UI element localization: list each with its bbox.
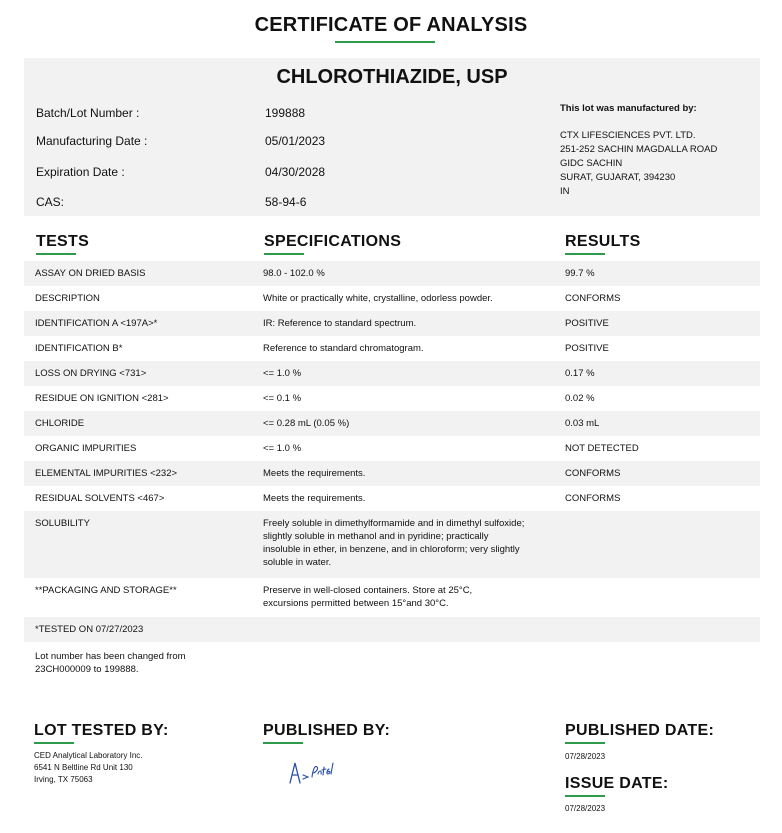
laboratory-address xyxy=(34,750,143,786)
results-header-underline xyxy=(565,253,605,255)
lot-change-note xyxy=(35,650,186,676)
test-result: 0.17 % xyxy=(565,368,595,379)
specification-line: insoluble in ether, in benzene, and in chloroform; very slightly xyxy=(263,544,520,555)
test-specification: Meets the requirements. xyxy=(263,493,366,504)
test-specification: <= 0.1 % xyxy=(263,393,302,404)
test-name: ASSAY ON DRIED BASIS xyxy=(35,268,146,279)
test-result: POSITIVE xyxy=(565,343,609,354)
manufacturer-heading: This lot was manufactured by: xyxy=(560,103,697,114)
test-specification: Meets the requirements. xyxy=(263,468,366,479)
specification-line: excursions permitted between 15°and 30°C. xyxy=(263,598,449,609)
issue-date-heading: ISSUE DATE: xyxy=(565,775,669,792)
specification-line: Preserve in well-closed containers. Store at 25°C, xyxy=(263,585,473,596)
tests-column-header: TESTS xyxy=(36,233,90,250)
table-row xyxy=(24,511,760,578)
specifications-header-underline xyxy=(264,253,304,255)
test-specification: 98.0 - 102.0 % xyxy=(263,268,325,279)
manufacturer-line: CTX LIFESCIENCES PVT. LTD. xyxy=(560,130,696,141)
test-name: IDENTIFICATION A <197A>* xyxy=(35,318,158,329)
lot-tested-by-underline xyxy=(34,742,74,744)
test-result: CONFORMS xyxy=(565,293,621,304)
test-result: 99.7 % xyxy=(565,268,595,279)
expiration-date-label: Expiration Date : xyxy=(36,165,125,179)
lot-change-line: Lot number has been changed from xyxy=(35,651,186,662)
table-row xyxy=(24,578,760,617)
laboratory-address-line: 6541 N Beltline Rd Unit 130 xyxy=(34,763,133,772)
test-name: CHLORIDE xyxy=(35,418,85,429)
table-row xyxy=(24,386,760,411)
tested-on-row xyxy=(24,617,760,642)
published-by-underline xyxy=(263,742,303,744)
test-name: LOSS ON DRYING <731> xyxy=(35,368,147,379)
manufacturer-line: 251-252 SACHIN MAGDALLA ROAD xyxy=(560,144,718,155)
published-date-heading: PUBLISHED DATE: xyxy=(565,722,715,739)
table-row xyxy=(24,411,760,436)
laboratory-address-line: Irving, TX 75063 xyxy=(34,775,93,784)
batch-lot-value: 199888 xyxy=(265,106,306,120)
test-result: 0.03 mL xyxy=(565,418,600,429)
signature-image xyxy=(286,755,346,787)
specification-line: soluble in water. xyxy=(263,557,332,568)
published-date-value: 07/28/2023 xyxy=(565,752,606,761)
specification-line: Freely soluble in dimethylformamide and in dimethyl sulfoxide; xyxy=(263,518,525,529)
table-row xyxy=(24,261,760,286)
lot-change-line: 23CH000009 to 199888. xyxy=(35,664,139,675)
published-by-heading: PUBLISHED BY: xyxy=(263,722,391,739)
expiration-date-value: 04/30/2028 xyxy=(265,165,326,179)
test-result: POSITIVE xyxy=(565,318,609,329)
specification-line: slightly soluble in methanol and in pyridine; practically xyxy=(263,531,489,542)
manufacturing-date-value: 05/01/2023 xyxy=(265,134,326,148)
tested-on-note: *TESTED ON 07/27/2023 xyxy=(35,624,144,635)
results-column-header: RESULTS xyxy=(565,233,641,250)
table-row xyxy=(24,486,760,511)
issue-date-underline xyxy=(565,795,605,797)
title-underline xyxy=(335,41,435,43)
tests-header-underline xyxy=(36,253,76,255)
table-row xyxy=(24,336,760,361)
issue-date-value: 07/28/2023 xyxy=(565,804,606,813)
specifications-column-header: SPECIFICATIONS xyxy=(264,233,402,250)
test-specification: IR: Reference to standard spectrum. xyxy=(263,318,417,329)
test-name: ELEMENTAL IMPURITIES <232> xyxy=(35,468,178,479)
test-specification: <= 1.0 % xyxy=(263,368,302,379)
test-name: ORGANIC IMPURITIES xyxy=(35,443,137,454)
product-header xyxy=(24,58,760,216)
table-row xyxy=(24,361,760,386)
table-row xyxy=(24,311,760,336)
manufacturer-line: SURAT, GUJARAT, 394230 xyxy=(560,172,676,183)
product-name: CHLOROTHIAZIDE, USP xyxy=(276,66,508,88)
test-specification xyxy=(263,584,553,610)
test-result: CONFORMS xyxy=(565,493,621,504)
test-name: IDENTIFICATION B* xyxy=(35,343,123,354)
test-result: 0.02 % xyxy=(565,393,595,404)
test-specification: Reference to standard chromatogram. xyxy=(263,343,424,354)
test-specification: White or practically white, crystalline, odorless powder. xyxy=(263,293,493,304)
test-specification: <= 1.0 % xyxy=(263,443,302,454)
manufacturer-line: IN xyxy=(560,186,570,197)
manufacturer-line: GIDC SACHIN xyxy=(560,158,623,169)
table-row xyxy=(24,436,760,461)
lot-tested-by-heading: LOT TESTED BY: xyxy=(34,722,169,739)
table-row xyxy=(24,286,760,311)
test-result: CONFORMS xyxy=(565,468,621,479)
test-specification: <= 0.28 mL (0.05 %) xyxy=(263,418,350,429)
test-name: **PACKAGING AND STORAGE** xyxy=(35,585,177,596)
batch-lot-label: Batch/Lot Number : xyxy=(36,106,140,120)
test-specification xyxy=(263,517,553,569)
cas-value: 58-94-6 xyxy=(265,195,307,209)
test-name: DESCRIPTION xyxy=(35,293,100,304)
document-title: CERTIFICATE OF ANALYSIS xyxy=(254,14,528,36)
table-row xyxy=(24,461,760,486)
test-name: SOLUBILITY xyxy=(35,518,90,529)
manufacturing-date-label: Manufacturing Date : xyxy=(36,134,148,148)
published-date-underline xyxy=(565,742,605,744)
test-name: RESIDUAL SOLVENTS <467> xyxy=(35,493,165,504)
test-result: NOT DETECTED xyxy=(565,443,639,454)
cas-label: CAS: xyxy=(36,195,65,209)
laboratory-address-line: CED Analytical Laboratory Inc. xyxy=(34,751,143,760)
test-name: RESIDUE ON IGNITION <281> xyxy=(35,393,169,404)
